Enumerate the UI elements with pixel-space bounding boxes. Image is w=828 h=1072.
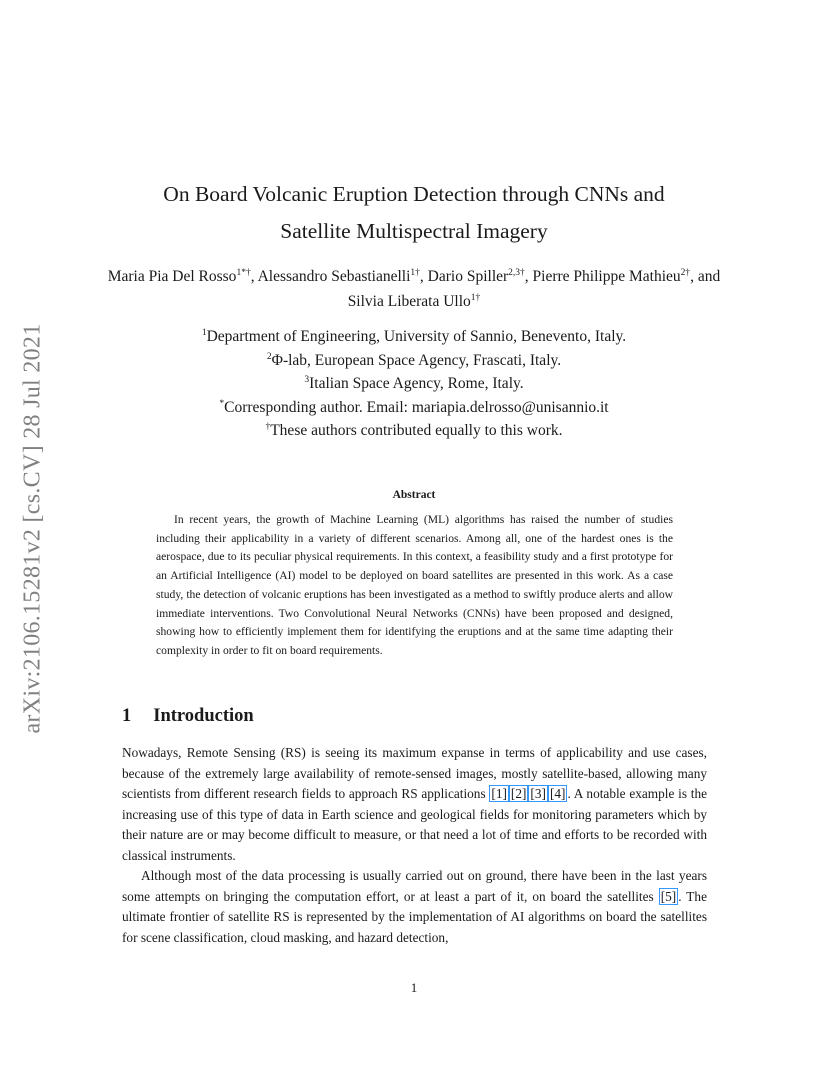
affiliation-text: Φ-lab, European Space Agency, Frascati, Italy. [271,351,562,369]
paragraph [122,866,707,948]
paragraph-text: Nowadays, Remote Sensing (RS) is seeing its maximum expanse in terms of applicability and use cases, because of the extremely large availability of remote-sensed images, mostly satellite-based, allowing many scientists from different research fields to approach RS applications [122,745,707,801]
affiliation-text: Corresponding author. Email: mariapia.delrosso@unisannio.it [224,398,609,416]
affiliation-text: Department of Engineering, University of Sannio, Benevento, Italy. [206,328,627,345]
citation-link[interactable]: [4] [549,786,566,801]
arxiv-sidebar [2,297,64,759]
affiliation-text: These authors contributed equally to this work. [270,422,563,439]
affiliation-line [150,372,678,396]
citation-link[interactable]: [5] [660,888,677,904]
author-affiliation-marker: 1† [410,268,420,278]
author-name: Maria Pia Del Rosso [107,268,237,285]
arxiv-identifier[interactable]: arXiv:2106.15281v2 [cs.CV] 28 Jul 2021 [19,322,46,734]
author-name: Alessandro Sebastianelli [257,268,411,285]
affiliation-marker: * [219,398,225,409]
author-list [100,264,728,314]
author-name: Silvia Liberata Ullo [347,293,471,310]
abstract-text: In recent years, the growth of Machine Learning (ML) algorithms has raised the number of studies including their applicability in a variety of different scenarios. Among all, one of the hardest ones is the aerospace, due to its peculiar physical requirements. In this context, a feasibility study and a first prototype for an Artificial Intelligence (AI) model to be deployed on board satellites are presented in this work. As a case study, the detection of volcanic eruptions has been investigated as a method to swiftly produce alerts and allow immediate interventions. Two Convolutional Neural Networks (CNNs) have been proposed and designed, showing how to efficiently implement them for identifying the eruptions and at the same time adapting their complexity in order to fit on board requirements. [156,513,673,657]
citation-link[interactable]: [1] [491,786,507,801]
affiliation-marker: 2 [266,351,272,362]
paragraph-text: . The ultimate frontier of satellite RS is represented by the implementation of AI algorithms on board the satellites for scene classification, cloud masking, and hazard detection, [122,888,707,945]
author-affiliation-marker: 2,3† [508,268,525,278]
affiliation-marker: † [265,422,271,432]
page-number: 1 [410,980,418,995]
author-separator: , [250,268,258,285]
affiliation-marker: 1 [201,328,207,338]
paper-title [110,176,718,250]
affiliation-line [150,325,678,349]
citation-link[interactable]: [3] [530,786,546,801]
author-affiliation-marker: 1*† [236,268,251,278]
title-line-1: On Board Volcanic Eruption Detection through CNNs and [163,182,665,206]
paragraph-text: Although most of the data processing is usually carried out on ground, there have been in the last years some attempts on bringing the computation effort, or at least a part of it, on board the satellites [122,868,707,904]
affiliation-line [150,396,678,420]
affiliation-marker: 3 [304,375,310,385]
author-name: Dario Spiller [427,268,509,285]
section-heading [122,706,254,727]
author-affiliation-marker: 2† [680,268,691,278]
citation-link[interactable]: [2] [510,786,527,801]
affiliation-text: Italian Space Agency, Rome, Italy. [309,375,524,392]
introduction-body [122,743,707,948]
author-separator: , [524,268,533,285]
affiliation-line [150,349,678,373]
abstract-heading: Abstract [392,489,436,501]
affiliation-line [150,419,678,443]
author-separator: , [419,268,428,285]
section-title: Introduction [153,706,254,726]
author-name: Pierre Philippe Mathieu [532,268,681,285]
title-line-2: Satellite Multispectral Imagery [280,219,548,243]
author-separator: , and [690,268,721,285]
affiliation-list [150,325,678,443]
section-number: 1 [122,706,132,726]
author-affiliation-marker: 1† [470,293,481,303]
paragraph-text: . A notable example is the increasing use of this type of data in Earth science and geological fields for monitoring parameters which by their nature are or may become difficult to measure, or that need a lot of time and efforts to be recorded with classical instruments. [122,786,708,863]
paragraph [122,743,707,866]
